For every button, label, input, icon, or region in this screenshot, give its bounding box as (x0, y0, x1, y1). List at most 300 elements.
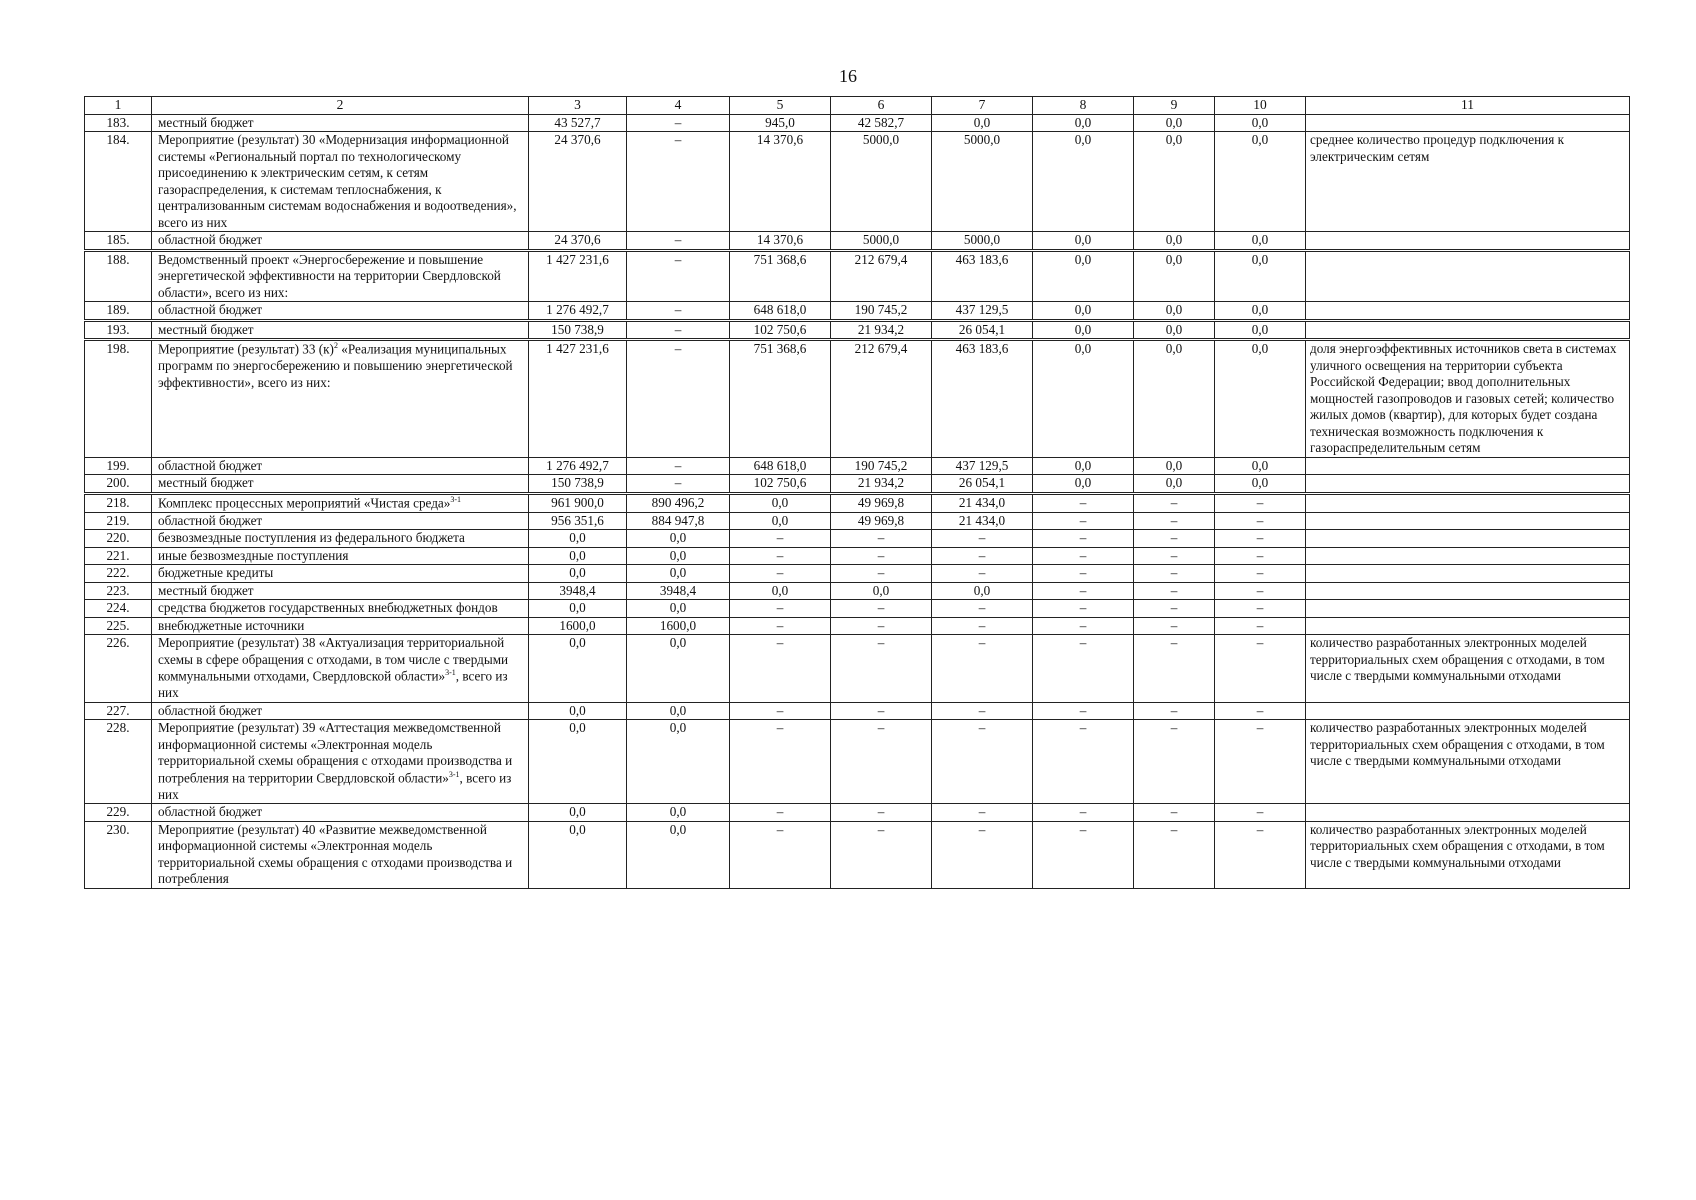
amount-cell-9: – (1134, 493, 1215, 512)
amount-cell-8: – (1033, 804, 1134, 822)
amount-cell-3: 961 900,0 (529, 493, 627, 512)
table-row (85, 600, 1630, 618)
column-header: 8 (1033, 97, 1134, 115)
amount-cell-8: – (1033, 547, 1134, 565)
row-description (152, 457, 529, 475)
row-number: 200. (85, 475, 152, 494)
table-row (85, 565, 1630, 583)
row-number: 221. (85, 547, 152, 565)
amount-cell-8: – (1033, 617, 1134, 635)
row-number: 218. (85, 493, 152, 512)
description-text: областной бюджет (158, 804, 263, 820)
amount-cell-5: – (730, 530, 831, 548)
description-text: Мероприятие (результат) 39 «Аттестация межведомственной информационной системы «Электронная модель территориальной схемы обращения с отходами производства и потребления на территории Свердловской области» (158, 720, 513, 786)
row-description (152, 600, 529, 618)
amount-cell-3: 24 370,6 (529, 232, 627, 251)
amount-cell-5: 0,0 (730, 512, 831, 530)
description-text: областной бюджет (158, 457, 263, 473)
amount-cell-6: – (831, 702, 932, 720)
amount-cell-5: – (730, 635, 831, 702)
table-row (85, 702, 1630, 720)
amount-cell-8: – (1033, 530, 1134, 548)
description-text: областной бюджет (158, 512, 263, 528)
amount-cell-6: 21 934,2 (831, 320, 932, 340)
table-row (85, 132, 1630, 232)
amount-cell-9: – (1134, 512, 1215, 530)
amount-cell-4: 0,0 (627, 720, 730, 804)
description-text: местный бюджет (158, 321, 254, 337)
row-description (152, 302, 529, 321)
amount-cell-5: 751 368,6 (730, 250, 831, 302)
amount-cell-10: 0,0 (1215, 475, 1306, 494)
amount-cell-5: 648 618,0 (730, 457, 831, 475)
amount-cell-9: – (1134, 635, 1215, 702)
amount-cell-10: – (1215, 547, 1306, 565)
amount-cell-5: 14 370,6 (730, 132, 831, 232)
table-row (85, 493, 1630, 512)
table-row (85, 821, 1630, 888)
amount-cell-6: 212 679,4 (831, 250, 932, 302)
amount-cell-6: – (831, 821, 932, 888)
column-header: 10 (1215, 97, 1306, 115)
amount-cell-7: 463 183,6 (932, 250, 1033, 302)
amount-cell-5: – (730, 702, 831, 720)
amount-cell-10: 0,0 (1215, 232, 1306, 251)
row-description (152, 702, 529, 720)
amount-cell-6: – (831, 530, 932, 548)
description-text: местный бюджет (158, 475, 254, 491)
row-description (152, 804, 529, 822)
amount-cell-9: 0,0 (1134, 302, 1215, 321)
amount-cell-5: – (730, 600, 831, 618)
amount-cell-10: 0,0 (1215, 457, 1306, 475)
amount-cell-7: 21 434,0 (932, 493, 1033, 512)
amount-cell-8: 0,0 (1033, 232, 1134, 251)
amount-cell-3: 0,0 (529, 720, 627, 804)
description-text: средства бюджетов государственных внебюджетных фондов (158, 600, 498, 616)
result-indicator (1306, 475, 1630, 494)
row-number: 225. (85, 617, 152, 635)
column-header: 1 (85, 97, 152, 115)
amount-cell-10: – (1215, 530, 1306, 548)
amount-cell-7: – (932, 804, 1033, 822)
column-header: 9 (1134, 97, 1215, 115)
amount-cell-10: – (1215, 512, 1306, 530)
amount-cell-5: 102 750,6 (730, 475, 831, 494)
amount-cell-6: 0,0 (831, 582, 932, 600)
amount-cell-6: – (831, 720, 932, 804)
result-indicator (1306, 565, 1630, 583)
amount-cell-8: 0,0 (1033, 340, 1134, 458)
amount-cell-6: – (831, 600, 932, 618)
result-indicator (1306, 320, 1630, 340)
amount-cell-10: – (1215, 635, 1306, 702)
row-number: 199. (85, 457, 152, 475)
amount-cell-4: – (627, 250, 730, 302)
table-row (85, 530, 1630, 548)
result-indicator (1306, 302, 1630, 321)
amount-cell-5: 0,0 (730, 493, 831, 512)
amount-cell-3: 0,0 (529, 635, 627, 702)
description-text: Мероприятие (результат) 33 (к) (158, 341, 334, 357)
amount-cell-6: 5000,0 (831, 132, 932, 232)
amount-cell-4: – (627, 475, 730, 494)
amount-cell-6: 212 679,4 (831, 340, 932, 458)
amount-cell-5: – (730, 821, 831, 888)
amount-cell-3: 0,0 (529, 600, 627, 618)
description-text: Мероприятие (результат) 38 «Актуализация территориальной схемы в сфере обращения с отходами, в том числе с твердыми коммунальными отходами, Свердловской области» (158, 635, 509, 684)
amount-cell-5: – (730, 565, 831, 583)
amount-cell-8: – (1033, 582, 1134, 600)
table-row (85, 582, 1630, 600)
description-text-tail: , всего из них (158, 770, 512, 802)
amount-cell-9: – (1134, 702, 1215, 720)
amount-cell-6: 190 745,2 (831, 457, 932, 475)
table-row (85, 512, 1630, 530)
result-indicator: количество разработанных электронных моделей территориальных схем обращения с отходами, в том числе с твердыми коммунальными отходами (1306, 635, 1630, 702)
amount-cell-3: 150 738,9 (529, 320, 627, 340)
amount-cell-10: 0,0 (1215, 250, 1306, 302)
description-text: местный бюджет (158, 582, 254, 598)
table-row (85, 302, 1630, 321)
amount-cell-6: 49 969,8 (831, 493, 932, 512)
description-text: Мероприятие (результат) 40 «Развитие межведомственной информационной системы «Электронная модель территориальной схемы обращения с отходами производства и потребления (158, 821, 513, 887)
amount-cell-8: – (1033, 512, 1134, 530)
amount-cell-3: 0,0 (529, 530, 627, 548)
column-header: 2 (152, 97, 529, 115)
amount-cell-6: 49 969,8 (831, 512, 932, 530)
description-text: Ведомственный проект «Энергосбережение и повышение энергетической эффективности на территории Свердловской области», всего из них: (158, 251, 501, 300)
amount-cell-5: – (730, 617, 831, 635)
result-indicator (1306, 582, 1630, 600)
amount-cell-8: – (1033, 720, 1134, 804)
row-description (152, 720, 529, 804)
result-indicator (1306, 493, 1630, 512)
amount-cell-3: 43 527,7 (529, 114, 627, 132)
amount-cell-6: 5000,0 (831, 232, 932, 251)
amount-cell-9: 0,0 (1134, 320, 1215, 340)
description-text: Мероприятие (результат) 30 «Модернизация информационной системы «Региональный портал по технологическому присоединению к электрическим сетям, к сетям газораспределения, к системам теплоснабжения, к централизованным системам водоснабжения и водоотведения», всего из них (158, 132, 517, 230)
amount-cell-8: – (1033, 600, 1134, 618)
row-description (152, 475, 529, 494)
result-indicator: количество разработанных электронных моделей территориальных схем обращения с отходами, в том числе с твердыми коммунальными отходами (1306, 821, 1630, 888)
column-header: 11 (1306, 97, 1630, 115)
row-description (152, 132, 529, 232)
footnote-marker: 3-1 (445, 668, 456, 678)
result-indicator: количество разработанных электронных моделей территориальных схем обращения с отходами, в том числе с твердыми коммунальными отходами (1306, 720, 1630, 804)
footnote-marker: 3-1 (448, 769, 460, 779)
amount-cell-7: 437 129,5 (932, 302, 1033, 321)
result-indicator (1306, 530, 1630, 548)
result-indicator (1306, 804, 1630, 822)
amount-cell-7: – (932, 617, 1033, 635)
row-number: 222. (85, 565, 152, 583)
amount-cell-4: 0,0 (627, 547, 730, 565)
amount-cell-5: – (730, 720, 831, 804)
amount-cell-3: 1 427 231,6 (529, 250, 627, 302)
amount-cell-9: 0,0 (1134, 457, 1215, 475)
amount-cell-3: 24 370,6 (529, 132, 627, 232)
column-header: 6 (831, 97, 932, 115)
result-indicator (1306, 457, 1630, 475)
result-indicator (1306, 617, 1630, 635)
description-text: безвозмездные поступления из федерального бюджета (158, 530, 465, 546)
amount-cell-7: – (932, 635, 1033, 702)
amount-cell-8: 0,0 (1033, 302, 1134, 321)
row-number: 189. (85, 302, 152, 321)
amount-cell-7: 21 434,0 (932, 512, 1033, 530)
description-text: иные безвозмездные поступления (158, 547, 349, 563)
amount-cell-5: 102 750,6 (730, 320, 831, 340)
amount-cell-10: – (1215, 617, 1306, 635)
amount-cell-10: 0,0 (1215, 320, 1306, 340)
amount-cell-10: 0,0 (1215, 132, 1306, 232)
amount-cell-6: – (831, 617, 932, 635)
amount-cell-4: – (627, 114, 730, 132)
amount-cell-4: 0,0 (627, 804, 730, 822)
column-header-row (85, 97, 1630, 115)
row-number: 224. (85, 600, 152, 618)
amount-cell-4: 0,0 (627, 635, 730, 702)
amount-cell-7: 0,0 (932, 114, 1033, 132)
amount-cell-4: – (627, 232, 730, 251)
amount-cell-10: – (1215, 493, 1306, 512)
amount-cell-5: – (730, 547, 831, 565)
amount-cell-8: – (1033, 493, 1134, 512)
row-description (152, 320, 529, 340)
amount-cell-10: 0,0 (1215, 340, 1306, 458)
description-text: Комплекс процессных мероприятий «Чистая среда» (158, 495, 451, 511)
amount-cell-3: 0,0 (529, 821, 627, 888)
amount-cell-5: 0,0 (730, 582, 831, 600)
amount-cell-10: – (1215, 702, 1306, 720)
table-row (85, 320, 1630, 340)
amount-cell-9: 0,0 (1134, 114, 1215, 132)
footnote-marker: 2 (333, 341, 338, 351)
result-indicator (1306, 232, 1630, 251)
table-row (85, 547, 1630, 565)
amount-cell-3: 1 427 231,6 (529, 340, 627, 458)
amount-cell-6: 21 934,2 (831, 475, 932, 494)
amount-cell-10: 0,0 (1215, 302, 1306, 321)
amount-cell-6: 190 745,2 (831, 302, 932, 321)
amount-cell-9: 0,0 (1134, 340, 1215, 458)
amount-cell-9: 0,0 (1134, 232, 1215, 251)
amount-cell-7: 437 129,5 (932, 457, 1033, 475)
amount-cell-4: – (627, 340, 730, 458)
amount-cell-8: 0,0 (1033, 132, 1134, 232)
amount-cell-4: – (627, 132, 730, 232)
amount-cell-6: 42 582,7 (831, 114, 932, 132)
amount-cell-7: – (932, 702, 1033, 720)
result-indicator: среднее количество процедур подключения к электрическим сетям (1306, 132, 1630, 232)
row-number: 188. (85, 250, 152, 302)
row-number: 220. (85, 530, 152, 548)
amount-cell-5: 648 618,0 (730, 302, 831, 321)
description-text: местный бюджет (158, 114, 254, 130)
amount-cell-9: 0,0 (1134, 132, 1215, 232)
result-indicator (1306, 600, 1630, 618)
row-number: 198. (85, 340, 152, 458)
amount-cell-9: – (1134, 530, 1215, 548)
table-row (85, 617, 1630, 635)
row-description (152, 617, 529, 635)
row-number: 227. (85, 702, 152, 720)
result-indicator (1306, 250, 1630, 302)
amount-cell-8: 0,0 (1033, 250, 1134, 302)
description-text-tail: «Реализация муниципальных программ по энергосбережению и повышению энергетической эффективности», всего из них: (158, 341, 513, 390)
amount-cell-8: 0,0 (1033, 114, 1134, 132)
description-text: внебюджетные источники (158, 617, 305, 633)
amount-cell-10: – (1215, 600, 1306, 618)
column-header: 7 (932, 97, 1033, 115)
description-text: областной бюджет (158, 232, 263, 248)
amount-cell-5: 751 368,6 (730, 340, 831, 458)
amount-cell-7: 5000,0 (932, 232, 1033, 251)
amount-cell-9: – (1134, 565, 1215, 583)
amount-cell-3: 0,0 (529, 547, 627, 565)
row-number: 230. (85, 821, 152, 888)
row-number: 185. (85, 232, 152, 251)
column-header: 5 (730, 97, 831, 115)
table-row (85, 475, 1630, 494)
table-row (85, 250, 1630, 302)
amount-cell-7: 5000,0 (932, 132, 1033, 232)
row-description (152, 530, 529, 548)
row-description (152, 547, 529, 565)
row-description (152, 340, 529, 458)
row-description (152, 512, 529, 530)
amount-cell-10: – (1215, 582, 1306, 600)
row-description (152, 565, 529, 583)
amount-cell-7: – (932, 565, 1033, 583)
amount-cell-8: – (1033, 565, 1134, 583)
description-text: областной бюджет (158, 302, 263, 318)
amount-cell-4: 0,0 (627, 821, 730, 888)
footnote-marker: 3-1 (450, 494, 462, 504)
amount-cell-9: – (1134, 821, 1215, 888)
amount-cell-4: 0,0 (627, 702, 730, 720)
amount-cell-7: – (932, 600, 1033, 618)
column-header: 4 (627, 97, 730, 115)
table-row (85, 457, 1630, 475)
result-indicator (1306, 702, 1630, 720)
amount-cell-4: 1600,0 (627, 617, 730, 635)
amount-cell-10: – (1215, 804, 1306, 822)
amount-cell-10: – (1215, 720, 1306, 804)
row-number: 219. (85, 512, 152, 530)
amount-cell-7: 463 183,6 (932, 340, 1033, 458)
amount-cell-3: 3948,4 (529, 582, 627, 600)
row-number: 183. (85, 114, 152, 132)
table-row (85, 635, 1630, 702)
row-description (152, 635, 529, 702)
amount-cell-4: 0,0 (627, 600, 730, 618)
amount-cell-9: – (1134, 600, 1215, 618)
amount-cell-3: 150 738,9 (529, 475, 627, 494)
table-row (85, 720, 1630, 804)
amount-cell-6: – (831, 565, 932, 583)
result-indicator (1306, 114, 1630, 132)
row-number: 226. (85, 635, 152, 702)
row-description (152, 821, 529, 888)
amount-cell-4: – (627, 457, 730, 475)
amount-cell-7: – (932, 720, 1033, 804)
amount-cell-10: 0,0 (1215, 114, 1306, 132)
row-description (152, 232, 529, 251)
amount-cell-3: 0,0 (529, 565, 627, 583)
row-description (152, 493, 529, 512)
amount-cell-7: 0,0 (932, 582, 1033, 600)
amount-cell-3: 956 351,6 (529, 512, 627, 530)
amount-cell-9: – (1134, 582, 1215, 600)
amount-cell-5: 14 370,6 (730, 232, 831, 251)
budget-table (84, 96, 1630, 889)
amount-cell-8: 0,0 (1033, 320, 1134, 340)
amount-cell-7: – (932, 821, 1033, 888)
row-number: 184. (85, 132, 152, 232)
amount-cell-7: – (932, 547, 1033, 565)
amount-cell-4: 0,0 (627, 530, 730, 548)
table-row (85, 804, 1630, 822)
amount-cell-4: 884 947,8 (627, 512, 730, 530)
row-number: 229. (85, 804, 152, 822)
table-row (85, 232, 1630, 251)
row-description (152, 582, 529, 600)
description-text: областной бюджет (158, 702, 263, 718)
amount-cell-7: – (932, 530, 1033, 548)
amount-cell-8: 0,0 (1033, 457, 1134, 475)
amount-cell-8: 0,0 (1033, 475, 1134, 494)
amount-cell-9: – (1134, 617, 1215, 635)
description-text: бюджетные кредиты (158, 565, 274, 581)
result-indicator (1306, 512, 1630, 530)
result-indicator (1306, 547, 1630, 565)
amount-cell-9: 0,0 (1134, 250, 1215, 302)
amount-cell-4: 0,0 (627, 565, 730, 583)
amount-cell-3: 0,0 (529, 804, 627, 822)
row-number: 228. (85, 720, 152, 804)
amount-cell-4: – (627, 302, 730, 321)
column-header: 3 (529, 97, 627, 115)
amount-cell-8: – (1033, 702, 1134, 720)
description-text-tail: , всего из них (158, 668, 508, 701)
amount-cell-10: – (1215, 565, 1306, 583)
amount-cell-6: – (831, 547, 932, 565)
table-row (85, 114, 1630, 132)
amount-cell-9: – (1134, 720, 1215, 804)
amount-cell-9: – (1134, 547, 1215, 565)
row-description (152, 250, 529, 302)
amount-cell-3: 1 276 492,7 (529, 457, 627, 475)
result-indicator: доля энергоэффективных источников света в системах уличного освещения на территории субъекта Российской Федерации; ввод дополнительных мощностей газопроводов и газовых сетей; количество жилых домов (квартир), для которых будет создана техническая возможность подключения к газораспределительным сетям (1306, 340, 1630, 458)
row-number: 223. (85, 582, 152, 600)
row-number: 193. (85, 320, 152, 340)
amount-cell-6: – (831, 804, 932, 822)
amount-cell-4: 3948,4 (627, 582, 730, 600)
amount-cell-10: – (1215, 821, 1306, 888)
page-number: 16 (839, 66, 857, 86)
row-description (152, 114, 529, 132)
amount-cell-7: 26 054,1 (932, 320, 1033, 340)
amount-cell-4: 890 496,2 (627, 493, 730, 512)
amount-cell-8: – (1033, 635, 1134, 702)
amount-cell-9: 0,0 (1134, 475, 1215, 494)
amount-cell-5: 945,0 (730, 114, 831, 132)
amount-cell-3: 1 276 492,7 (529, 302, 627, 321)
amount-cell-5: – (730, 804, 831, 822)
table-row (85, 340, 1630, 458)
